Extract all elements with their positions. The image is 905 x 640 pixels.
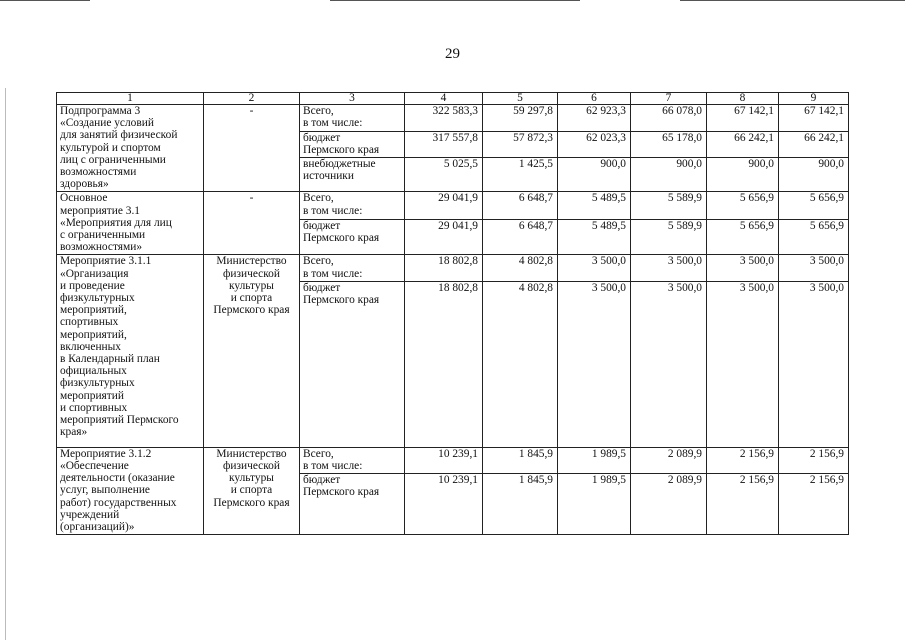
amount-cell: 317 557,8 (405, 131, 483, 158)
funding-source-cell: Всего, в том числе: (300, 255, 405, 281)
column-header: 2 (204, 93, 300, 105)
executor-cell: Министерство физической культуры и спорта Пермского края (204, 255, 300, 447)
page-number: 29 (445, 46, 460, 62)
amount-cell: 3 500,0 (707, 255, 779, 281)
column-header: 8 (707, 93, 779, 105)
amount-cell: 322 583,3 (405, 105, 483, 132)
amount-cell: 29 041,9 (405, 219, 483, 255)
amount-cell: 3 500,0 (631, 255, 707, 281)
amount-cell: 5 025,5 (405, 158, 483, 192)
amount-cell: 5 656,9 (707, 219, 779, 255)
amount-cell: 3 500,0 (779, 255, 849, 281)
table-row (57, 192, 849, 219)
amount-cell: 3 500,0 (631, 281, 707, 447)
column-header: 4 (405, 93, 483, 105)
amount-cell: 1 989,5 (558, 447, 631, 473)
amount-cell: 4 802,8 (483, 255, 558, 281)
scan-top-line-left (0, 0, 90, 1)
item-name-cell: Подпрограмма 3 «Создание условий для занятий физической культурой и спортом лиц с ограниченными возможностями здоровья» (57, 105, 204, 192)
amount-cell: 3 500,0 (558, 255, 631, 281)
scan-top-line-right (680, 0, 905, 1)
table-row (57, 105, 849, 132)
funding-source-cell: внебюджетные источники (300, 158, 405, 192)
amount-cell: 65 178,0 (631, 131, 707, 158)
amount-cell: 6 648,7 (483, 219, 558, 255)
item-name-cell: Мероприятие 3.1.2 «Обеспечение деятельности (оказание услуг, выполнение работ) государственных учреждений (организаций)» (57, 447, 204, 534)
column-header: 9 (779, 93, 849, 105)
executor-cell: Министерство физической культуры и спорта Пермского края (204, 447, 300, 534)
amount-cell: 57 872,3 (483, 131, 558, 158)
funding-source-cell: Всего, в том числе: (300, 105, 405, 132)
amount-cell: 62 023,3 (558, 131, 631, 158)
amount-cell: 18 802,8 (405, 255, 483, 281)
amount-cell: 66 242,1 (779, 131, 849, 158)
amount-cell: 900,0 (779, 158, 849, 192)
amount-cell: 3 500,0 (707, 281, 779, 447)
column-header: 3 (300, 93, 405, 105)
funding-source-cell: бюджет Пермского края (300, 131, 405, 158)
amount-cell: 10 239,1 (405, 447, 483, 473)
item-name-cell: Мероприятие 3.1.1 «Организация и проведение физкультурных мероприятий, спортивных мероприятий, включенных в Календарный план официальных физкультурных мероприятий и спортивных мероприятий Пермского края» (57, 255, 204, 447)
executor-cell: - (204, 192, 300, 255)
amount-cell: 62 923,3 (558, 105, 631, 132)
amount-cell: 5 489,5 (558, 219, 631, 255)
amount-cell: 4 802,8 (483, 281, 558, 447)
funding-source-cell: бюджет Пермского края (300, 474, 405, 535)
amount-cell: 5 489,5 (558, 192, 631, 219)
amount-cell: 29 041,9 (405, 192, 483, 219)
amount-cell: 1 989,5 (558, 474, 631, 535)
budget-table (56, 92, 849, 535)
scan-top-line-center (330, 0, 580, 1)
column-header: 1 (57, 93, 204, 105)
amount-cell: 5 656,9 (779, 219, 849, 255)
funding-source-cell: Всего, в том числе: (300, 192, 405, 219)
amount-cell: 10 239,1 (405, 474, 483, 535)
amount-cell: 2 156,9 (707, 447, 779, 473)
amount-cell: 2 156,9 (779, 474, 849, 535)
amount-cell: 900,0 (707, 158, 779, 192)
executor-cell: - (204, 105, 300, 192)
amount-cell: 900,0 (631, 158, 707, 192)
funding-source-cell: бюджет Пермского края (300, 219, 405, 255)
amount-cell: 67 142,1 (779, 105, 849, 132)
scan-left-edge (5, 88, 6, 640)
header-row (57, 93, 849, 105)
amount-cell: 1 845,9 (483, 474, 558, 535)
amount-cell: 5 589,9 (631, 192, 707, 219)
item-name-cell: Основное мероприятие 3.1 «Мероприятия для лиц с ограниченными возможностями» (57, 192, 204, 255)
column-header: 5 (483, 93, 558, 105)
amount-cell: 66 078,0 (631, 105, 707, 132)
amount-cell: 18 802,8 (405, 281, 483, 447)
amount-cell: 5 656,9 (779, 192, 849, 219)
amount-cell: 6 648,7 (483, 192, 558, 219)
amount-cell: 900,0 (558, 158, 631, 192)
column-header: 6 (558, 93, 631, 105)
amount-cell: 2 156,9 (779, 447, 849, 473)
amount-cell: 1 845,9 (483, 447, 558, 473)
amount-cell: 2 089,9 (631, 474, 707, 535)
amount-cell: 2 089,9 (631, 447, 707, 473)
table-row (57, 447, 849, 473)
amount-cell: 3 500,0 (558, 281, 631, 447)
amount-cell: 66 242,1 (707, 131, 779, 158)
amount-cell: 5 656,9 (707, 192, 779, 219)
amount-cell: 67 142,1 (707, 105, 779, 132)
amount-cell: 2 156,9 (707, 474, 779, 535)
amount-cell: 3 500,0 (779, 281, 849, 447)
amount-cell: 5 589,9 (631, 219, 707, 255)
column-header: 7 (631, 93, 707, 105)
funding-source-cell: бюджет Пермского края (300, 281, 405, 447)
table-row (57, 255, 849, 281)
amount-cell: 1 425,5 (483, 158, 558, 192)
funding-source-cell: Всего, в том числе: (300, 447, 405, 473)
amount-cell: 59 297,8 (483, 105, 558, 132)
